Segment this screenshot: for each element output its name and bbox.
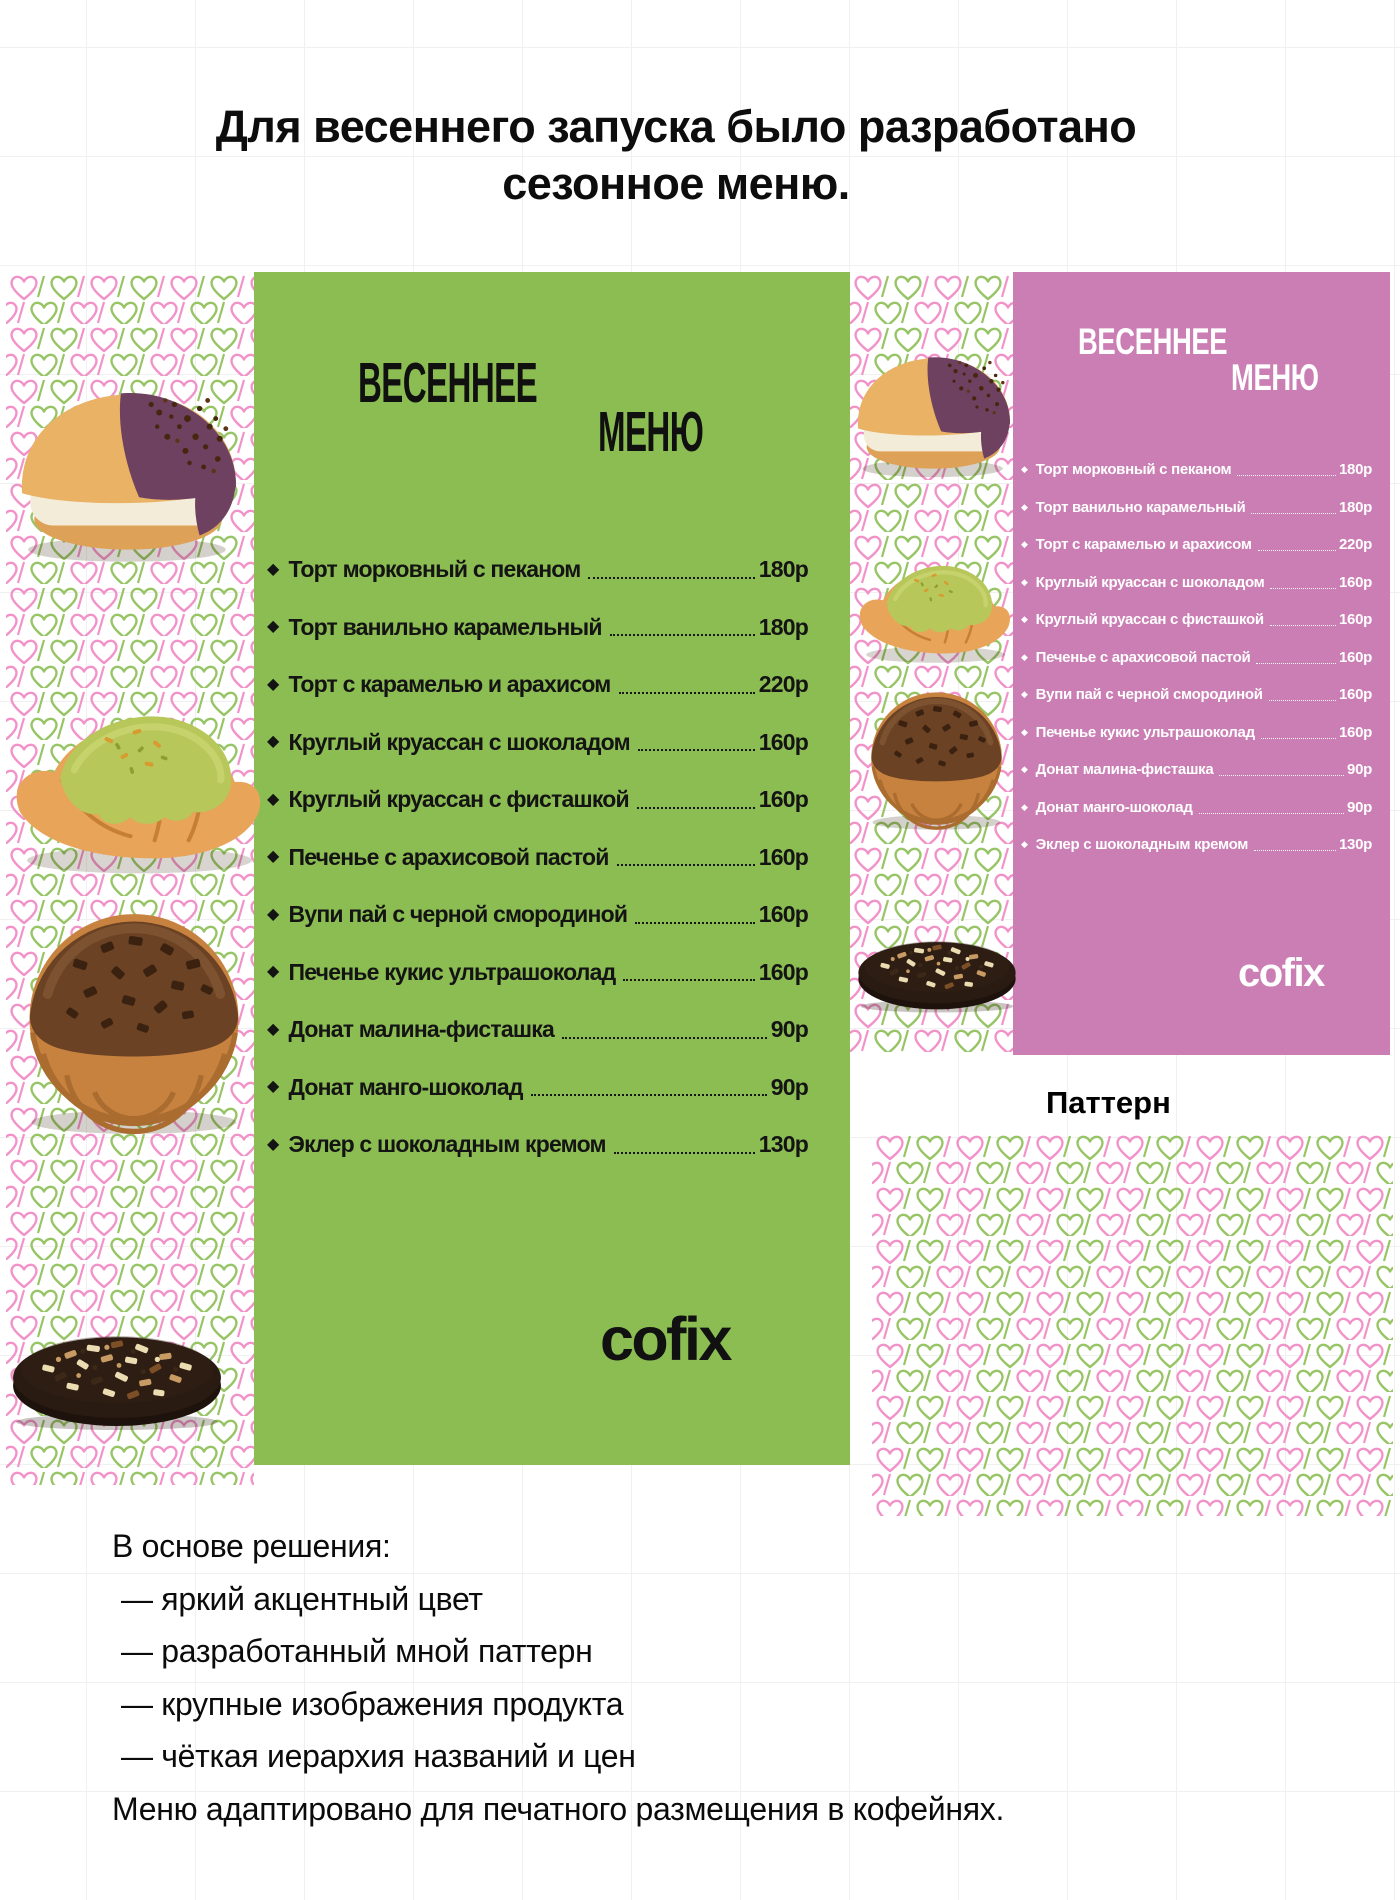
dotted-leader	[1237, 475, 1336, 476]
menu-item-name: Донат малина-фисташка	[1035, 761, 1214, 779]
menu-item-name: Круглый круассан с шоколадом	[288, 728, 630, 755]
dotted-leader	[1270, 625, 1336, 626]
diamond-bullet-icon: ◆	[1021, 839, 1028, 850]
solution-description-line: — крупные изображения продукта	[121, 1685, 624, 1722]
menu-item	[267, 829, 808, 887]
menu-item-price: 90р	[770, 1073, 808, 1100]
diamond-bullet-icon: ◆	[1021, 764, 1028, 775]
cofix-logo-green-panel: cofix	[600, 1305, 730, 1373]
dotted-leader	[614, 1152, 755, 1154]
dotted-leader	[1254, 850, 1336, 851]
menu-item-name: Круглый круассан с фисташкой	[1035, 611, 1264, 629]
menu-item	[267, 656, 808, 714]
solution-description-line: Меню адаптировано для печатного размещения в кофейнях.	[112, 1790, 1005, 1827]
menu-item-price: 160р	[1339, 648, 1372, 666]
solution-description-line: — разработанный мной паттерн	[121, 1633, 593, 1669]
green-menu-title-line1: ВЕСЕННЕЕ	[358, 351, 538, 415]
dotted-leader	[1258, 550, 1336, 551]
menu-item-name: Торт с карамелью и арахисом	[288, 671, 611, 698]
menu-item-name: Эклер с шоколадным кремом	[288, 1131, 606, 1158]
diamond-bullet-icon: ◆	[1021, 801, 1028, 812]
menu-item-price: 130р	[1339, 836, 1372, 854]
menu-item-price: 160р	[1339, 573, 1372, 591]
dotted-leader	[1270, 588, 1336, 589]
page-title-line2: сезонное меню.	[502, 158, 850, 209]
menu-item	[267, 714, 808, 772]
solution-description-line: В основе решения:	[112, 1528, 391, 1564]
menu-item-price: 180р	[758, 613, 808, 640]
whoopie-pie-image-large	[8, 372, 250, 568]
diamond-bullet-icon: ◆	[1021, 651, 1028, 662]
menu-item-name: Торт ванильно карамельный	[288, 613, 602, 640]
menu-item	[267, 1116, 808, 1174]
menu-item	[1021, 751, 1372, 789]
menu-item	[1021, 601, 1372, 639]
diamond-bullet-icon: ◆	[267, 1135, 279, 1153]
menu-item-price: 180р	[1339, 461, 1372, 479]
menu-item	[1021, 489, 1372, 527]
dotted-leader	[531, 1094, 767, 1096]
dotted-leader	[635, 922, 755, 924]
menu-item	[1021, 714, 1372, 752]
menu-item	[267, 541, 808, 599]
diamond-bullet-icon: ◆	[267, 618, 279, 636]
menu-item-price: 90р	[1347, 798, 1372, 816]
menu-item	[267, 599, 808, 657]
diamond-bullet-icon: ◆	[1021, 464, 1028, 475]
green-menu-list	[267, 541, 808, 1174]
menu-item-price: 160р	[758, 728, 808, 755]
chocolate-cookie-image-small	[853, 896, 1021, 1038]
menu-item-price: 220р	[1339, 536, 1372, 554]
dotted-leader	[1199, 813, 1345, 814]
menu-item	[1021, 564, 1372, 602]
menu-item-name: Круглый круассан с шоколадом	[1035, 573, 1265, 591]
whoopie-pie-image-small	[848, 342, 1020, 482]
diamond-bullet-icon: ◆	[267, 675, 279, 693]
diamond-bullet-icon: ◆	[267, 905, 279, 923]
menu-item-name: Донат малина-фисташка	[288, 1016, 554, 1043]
menu-item-price: 180р	[1339, 498, 1372, 516]
diamond-bullet-icon: ◆	[1021, 614, 1028, 625]
dotted-leader	[588, 577, 754, 579]
menu-item-name: Эклер с шоколадным кремом	[1035, 836, 1249, 854]
pink-menu-title-line1: ВЕСЕННЕЕ	[1078, 321, 1228, 362]
dotted-leader	[637, 807, 755, 809]
diamond-bullet-icon: ◆	[1021, 726, 1028, 737]
dotted-leader	[1219, 775, 1344, 776]
diamond-bullet-icon: ◆	[267, 1078, 279, 1096]
menu-item-price: 160р	[1339, 723, 1372, 741]
diamond-bullet-icon: ◆	[267, 1020, 279, 1038]
menu-item-name: Вупи пай с черной смородиной	[1035, 686, 1263, 704]
diamond-bullet-icon: ◆	[267, 733, 279, 751]
menu-item-name: Донат манго-шоколад	[288, 1073, 523, 1100]
diamond-bullet-icon: ◆	[267, 560, 279, 578]
cofix-logo-pink-panel: cofix	[1238, 951, 1324, 995]
menu-item-name: Торт морковный с пеканом	[288, 556, 581, 583]
solution-description-line: — яркий акцентный цвет	[121, 1580, 483, 1617]
menu-item-price: 220р	[758, 671, 808, 698]
menu-item-name: Торт ванильно карамельный	[1035, 498, 1246, 516]
chocolate-donut-image-large	[8, 896, 260, 1136]
dotted-leader	[1261, 738, 1336, 739]
dotted-leader	[1269, 700, 1336, 701]
diamond-bullet-icon: ◆	[267, 790, 279, 808]
menu-item	[267, 1001, 808, 1059]
pink-menu-title-line2: МЕНЮ	[1231, 357, 1319, 398]
chocolate-cookie-image-large	[6, 1276, 228, 1464]
diamond-bullet-icon: ◆	[1021, 689, 1028, 700]
menu-item	[1021, 826, 1372, 864]
menu-item-name: Торт с карамелью и арахисом	[1035, 536, 1252, 554]
menu-item	[1021, 789, 1372, 827]
menu-item	[1021, 526, 1372, 564]
menu-item	[267, 886, 808, 944]
menu-item-price: 160р	[1339, 686, 1372, 704]
green-menu-title-line2: МЕНЮ	[598, 400, 704, 464]
menu-item-price: 90р	[1347, 761, 1372, 779]
menu-item-price: 90р	[770, 1016, 808, 1043]
dotted-leader	[617, 864, 755, 866]
menu-item-price: 160р	[1339, 611, 1372, 629]
menu-item	[267, 944, 808, 1002]
menu-item	[267, 1059, 808, 1117]
diamond-bullet-icon: ◆	[267, 963, 279, 981]
menu-item-name: Печенье с арахисовой пастой	[1035, 648, 1251, 666]
dotted-leader	[638, 749, 755, 751]
menu-item-price: 180р	[758, 556, 808, 583]
menu-item-name: Донат манго-шоколад	[1035, 798, 1193, 816]
diamond-bullet-icon: ◆	[1021, 501, 1028, 512]
menu-item-name: Печенье кукис ультрашоколад	[288, 958, 616, 985]
solution-description	[112, 1520, 1004, 1835]
menu-item-name: Круглый круассан с фисташкой	[288, 786, 629, 813]
menu-item	[1021, 639, 1372, 677]
pink-menu-list	[1021, 451, 1372, 864]
menu-item-price: 160р	[758, 786, 808, 813]
page-title	[0, 98, 1352, 212]
hearts-pattern-swatch	[872, 1132, 1393, 1516]
menu-item-name: Вупи пай с черной смородиной	[288, 901, 628, 928]
diamond-bullet-icon: ◆	[1021, 576, 1028, 587]
menu-item-price: 160р	[758, 843, 808, 870]
dotted-leader	[562, 1037, 767, 1039]
page-title-line1: Для весеннего запуска было разработано	[215, 101, 1137, 152]
pistachio-croissant-image-small	[852, 530, 1016, 668]
menu-item	[1021, 676, 1372, 714]
dotted-leader	[623, 979, 754, 981]
dotted-leader	[610, 634, 755, 636]
menu-item-name: Печенье кукис ультрашоколад	[1035, 723, 1255, 741]
menu-item-name: Торт морковный с пеканом	[1035, 461, 1232, 479]
diamond-bullet-icon: ◆	[267, 848, 279, 866]
menu-item-price: 130р	[758, 1131, 808, 1158]
menu-item	[267, 771, 808, 829]
solution-description-line: — чёткая иерархия названий и цен	[121, 1738, 636, 1774]
chocolate-donut-image-small	[858, 681, 1015, 831]
pistachio-croissant-image-large	[4, 658, 270, 882]
menu-item-name: Печенье с арахисовой пастой	[288, 843, 609, 870]
pattern-section-label: Паттерн	[1046, 1085, 1171, 1120]
menu-item	[1021, 451, 1372, 489]
menu-item-price: 160р	[758, 901, 808, 928]
menu-item-price: 160р	[758, 958, 808, 985]
dotted-leader	[1251, 513, 1336, 514]
diamond-bullet-icon: ◆	[1021, 539, 1028, 550]
dotted-leader	[619, 692, 755, 694]
dotted-leader	[1256, 663, 1336, 664]
